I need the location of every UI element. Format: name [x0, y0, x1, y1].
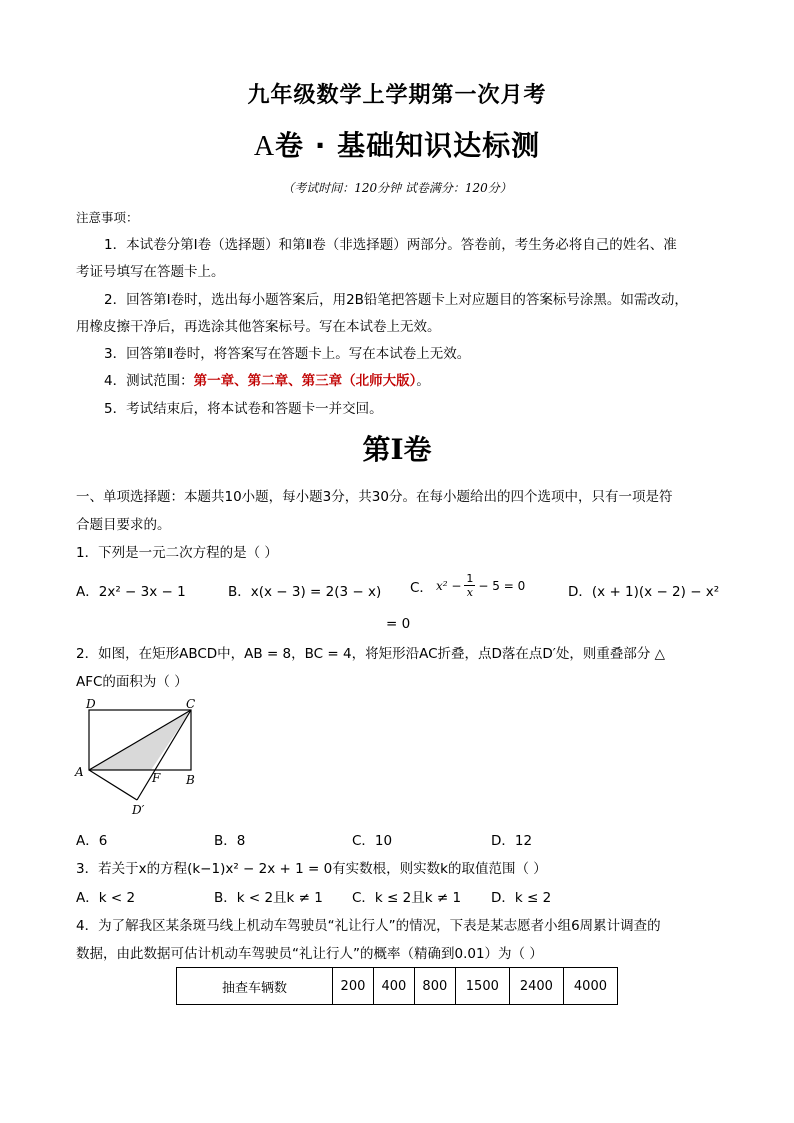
note-4 [104, 371, 430, 391]
table-cell: 400 [373, 968, 414, 1005]
label-d: D [86, 697, 96, 711]
q2-option-d: D．12 [491, 833, 533, 849]
note-2-line-2: 用橡皮擦干净后，再选涂其他答案标号。写在本试卷上无效。 [76, 319, 441, 335]
note-4-prefix: 4．测试范围： [104, 373, 194, 389]
q3-option-b: B．k < 2且k ≠ 1 [214, 890, 323, 906]
label-c: C [186, 697, 196, 711]
q3-option-a: A．k < 2 [76, 890, 136, 906]
note-5: 5．考试结束后，将本试卷和答题卡一并交回。 [104, 401, 383, 417]
q3-stem: 3．若关于x的方程(k−1)x² − 2x + 1 = 0有实数根，则实数k的取值范围（ ） [76, 861, 547, 877]
q1-option-d: D．(x + 1)(x − 2) − x² [568, 584, 720, 600]
q4-stem-line-1: 4．为了解我区某条斑马线上机动车驾驶员“礼让行人”的情况，下表是某志愿者小组6周累计调查的 [76, 918, 661, 934]
q2-stem-line-2: AFC的面积为（ ） [76, 674, 188, 690]
rectangle-fold-figure [74, 696, 214, 820]
q2-option-c: C．10 [352, 833, 393, 849]
q1-c-pre: x² − [435, 578, 462, 593]
q1-c-denominator: x [466, 586, 473, 599]
q3-option-c: C．k ≤ 2且k ≠ 1 [352, 890, 462, 906]
table-cell: 800 [414, 968, 455, 1005]
q1-c-label: C． [410, 579, 433, 596]
part1-instructions-line-1: 一、单项选择题：本题共10小题，每小题3分，共30分。在每小题给出的四个选项中，只有一项是符 [76, 489, 673, 505]
q1-stem: 1．下列是一元二次方程的是（ ） [76, 545, 278, 561]
subtitle-letter: A [253, 131, 276, 162]
paper-title: 九年级数学上学期第一次月考 [247, 83, 547, 108]
table-cell: 1500 [455, 968, 509, 1005]
section-title: 第Ⅰ卷 [362, 433, 432, 466]
q1-option-a: A．2x² − 3x − 1 [76, 584, 186, 600]
table-cell: 4000 [563, 968, 617, 1005]
q1-option-b: B．x(x − 3) = 2(3 − x) [228, 584, 382, 600]
q1-option-d-continued: = 0 [386, 616, 411, 632]
label-d-prime: D′ [132, 803, 145, 817]
note-1-line-2: 考证号填写在答题卡上。 [76, 264, 225, 280]
note-4-suffix: 。 [416, 373, 430, 389]
q2-stem-line-1: 2．如图，在矩形ABCD中，AB = 8，BC = 4，将矩形沿AC折叠，点D落在点D′处，则重叠部分 △ [76, 646, 666, 662]
test-range: 第一章、第二章、第三章（北师大版） [193, 373, 417, 389]
paper-subtitle [0, 124, 794, 164]
note-3: 3．回答第Ⅱ卷时，将答案写在答题卡上。写在本试卷上无效。 [104, 346, 471, 362]
q4-stem-line-2: 数据，由此数据可估计机动车驾驶员“礼让行人”的概率（精确到0.01）为（ ） [76, 946, 543, 962]
label-a: A [75, 765, 84, 779]
table-cell: 200 [333, 968, 374, 1005]
q2-option-b: B．8 [214, 833, 246, 849]
note-1-line-1: 1．本试卷分第Ⅰ卷（选择题）和第Ⅱ卷（非选择题）两部分。答卷前，考生务必将自己的姓名、准 [104, 237, 677, 253]
table-row [177, 968, 618, 1005]
part1-instructions-line-2: 合题目要求的。 [76, 517, 171, 533]
q3-option-d: D．k ≤ 2 [491, 890, 552, 906]
q1-c-fraction [464, 572, 475, 599]
notes-heading: 注意事项： [76, 210, 139, 225]
table-cell: 2400 [509, 968, 563, 1005]
exam-time-info: （考试时间：120分钟 试卷满分：120分） [282, 181, 512, 195]
q2-option-a: A．6 [76, 833, 108, 849]
label-b: B [186, 773, 195, 787]
q1-c-post: − 5 = 0 [478, 578, 526, 593]
q1-option-c [410, 572, 525, 599]
segment-ad-prime [89, 770, 137, 800]
label-f: F [152, 771, 161, 785]
subtitle-text: 卷 · 基础知识达标测 [275, 129, 541, 162]
q1-c-numerator: 1 [466, 572, 474, 585]
table-header-cell: 抽查车辆数 [177, 968, 333, 1005]
survey-table [176, 967, 618, 1005]
note-2-line-1: 2．回答第Ⅰ卷时，选出每小题答案后，用2B铅笔把答题卡上对应题目的答案标号涂黑。如需改动， [104, 292, 688, 308]
